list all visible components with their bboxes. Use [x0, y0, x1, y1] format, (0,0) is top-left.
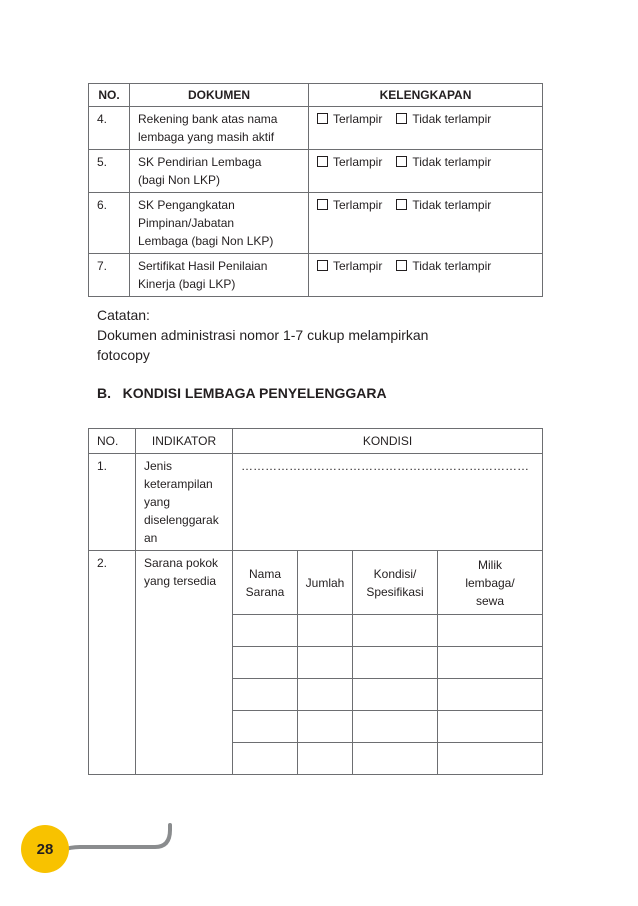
notes-block	[97, 305, 428, 365]
table-header-row	[89, 84, 543, 107]
empty-cell[interactable]	[438, 711, 543, 743]
indikator-line: yang tersedia	[144, 574, 217, 588]
empty-cell[interactable]	[233, 743, 298, 775]
checkbox-icon[interactable]	[317, 260, 328, 271]
empty-cell[interactable]	[438, 743, 543, 775]
checkbox-icon[interactable]	[317, 199, 328, 210]
empty-cell[interactable]	[298, 647, 353, 679]
empty-cell[interactable]	[233, 711, 298, 743]
notes-text-line: Dokumen administrasi nomor 1-7 cukup melampirkan	[97, 327, 429, 343]
subheader-line: Milik	[478, 557, 502, 572]
checkbox-icon[interactable]	[396, 260, 407, 271]
indikator-line: yang	[144, 495, 171, 509]
subheader-line: Nama	[248, 566, 281, 581]
empty-cell[interactable]	[233, 615, 298, 647]
kelengkapan-cell	[309, 254, 543, 297]
subheader-line: sewa	[475, 593, 504, 608]
option-tidak-terlampir[interactable]	[396, 155, 491, 169]
option-tidak-terlampir[interactable]	[396, 112, 491, 126]
subheader-nama-sarana	[233, 551, 298, 615]
option-label: Tidak terlampir	[412, 259, 492, 273]
empty-cell[interactable]	[353, 711, 438, 743]
empty-cell[interactable]	[438, 647, 543, 679]
empty-cell[interactable]	[298, 743, 353, 775]
col-header-indikator: INDIKATOR	[136, 429, 233, 454]
option-label: Tidak terlampir	[412, 198, 492, 212]
checkbox-icon[interactable]	[396, 199, 407, 210]
empty-cell[interactable]	[438, 679, 543, 711]
empty-cell[interactable]	[233, 647, 298, 679]
option-label: Terlampir	[333, 112, 383, 126]
row-number: 7.	[89, 254, 130, 297]
empty-cell[interactable]	[353, 647, 438, 679]
row-number: 1.	[89, 454, 136, 551]
checkbox-icon[interactable]	[396, 156, 407, 167]
row-number: 2.	[89, 551, 136, 775]
kondisi-fill-line[interactable]: ………………………………………………………………	[233, 454, 543, 551]
option-tidak-terlampir[interactable]	[396, 259, 491, 273]
kelengkapan-cell	[309, 193, 543, 254]
option-terlampir[interactable]	[317, 155, 382, 169]
option-label: Tidak terlampir	[412, 112, 492, 126]
subheader-line: Sarana	[245, 584, 285, 599]
table-row	[89, 551, 543, 615]
table-row	[89, 193, 543, 254]
document-name-line: SK Pengangkatan	[138, 198, 235, 212]
option-tidak-terlampir[interactable]	[396, 198, 491, 212]
empty-cell[interactable]	[353, 615, 438, 647]
indikator-cell	[136, 551, 233, 775]
indikator-cell	[136, 454, 233, 551]
indikator-line: keterampilan	[144, 477, 213, 491]
checkbox-icon[interactable]	[396, 113, 407, 124]
kelengkapan-cell	[309, 150, 543, 193]
checkbox-icon[interactable]	[317, 113, 328, 124]
col-header-kelengkapan: KELENGKAPAN	[309, 84, 543, 107]
document-table-body	[89, 107, 543, 297]
subheader-jumlah	[298, 551, 353, 615]
indikator-line: diselenggarak	[144, 513, 219, 527]
kelengkapan-cell	[309, 107, 543, 150]
notes-label: Catatan:	[97, 307, 150, 323]
table-header-row	[89, 429, 543, 454]
empty-cell[interactable]	[353, 743, 438, 775]
page-number-badge: 28	[21, 825, 69, 873]
document-name-line: Pimpinan/Jabatan	[138, 216, 235, 230]
document-name-line: (bagi Non LKP)	[138, 173, 221, 187]
col-header-dokumen: DOKUMEN	[130, 84, 309, 107]
document-name-line: lembaga yang masih aktif	[138, 130, 275, 144]
empty-cell[interactable]	[298, 615, 353, 647]
document-name-line: Rekening bank atas nama	[138, 112, 278, 126]
option-terlampir[interactable]	[317, 198, 382, 212]
option-terlampir[interactable]	[317, 259, 382, 273]
subheader-line: Kondisi/	[373, 566, 417, 581]
col-header-no: NO.	[89, 429, 136, 454]
empty-cell[interactable]	[298, 679, 353, 711]
subheader-milik	[438, 551, 543, 615]
col-header-kondisi: KONDISI	[233, 429, 543, 454]
subheader-line: lembaga/	[465, 575, 515, 590]
document-name-cell	[130, 193, 309, 254]
checkbox-icon[interactable]	[317, 156, 328, 167]
empty-cell[interactable]	[233, 679, 298, 711]
option-terlampir[interactable]	[317, 112, 382, 126]
document-name-line: Kinerja (bagi LKP)	[138, 277, 236, 291]
document-name-cell	[130, 107, 309, 150]
indikator-line: an	[144, 531, 158, 545]
indikator-line: Sarana pokok	[144, 556, 219, 570]
subheader-kondisi	[353, 551, 438, 615]
table-row	[89, 107, 543, 150]
kondisi-table	[88, 428, 543, 775]
table-row	[89, 454, 543, 551]
col-header-no: NO.	[89, 84, 130, 107]
document-name-cell	[130, 150, 309, 193]
document-table	[88, 83, 543, 297]
indikator-line: Jenis	[144, 459, 173, 473]
document-name-line: Lembaga (bagi Non LKP)	[138, 234, 274, 248]
empty-cell[interactable]	[298, 711, 353, 743]
option-label: Tidak terlampir	[412, 155, 492, 169]
document-name-line: Sertifikat Hasil Penilaian	[138, 259, 268, 273]
subheader-line: Spesifikasi	[366, 584, 424, 599]
document-name-cell	[130, 254, 309, 297]
option-label: Terlampir	[333, 155, 383, 169]
notes-text-line: fotocopy	[97, 347, 150, 363]
table-row	[89, 150, 543, 193]
empty-cell[interactable]	[353, 679, 438, 711]
subheader-line: Jumlah	[305, 575, 345, 590]
row-number: 6.	[89, 193, 130, 254]
row-number: 5.	[89, 150, 130, 193]
row-number: 4.	[89, 107, 130, 150]
option-label: Terlampir	[333, 259, 383, 273]
section-b-title: B. KONDISI LEMBAGA PENYELENGGARA	[97, 385, 387, 401]
option-label: Terlampir	[333, 198, 383, 212]
empty-cell[interactable]	[438, 615, 543, 647]
document-name-line: SK Pendirian Lembaga	[138, 155, 262, 169]
table-row	[89, 254, 543, 297]
